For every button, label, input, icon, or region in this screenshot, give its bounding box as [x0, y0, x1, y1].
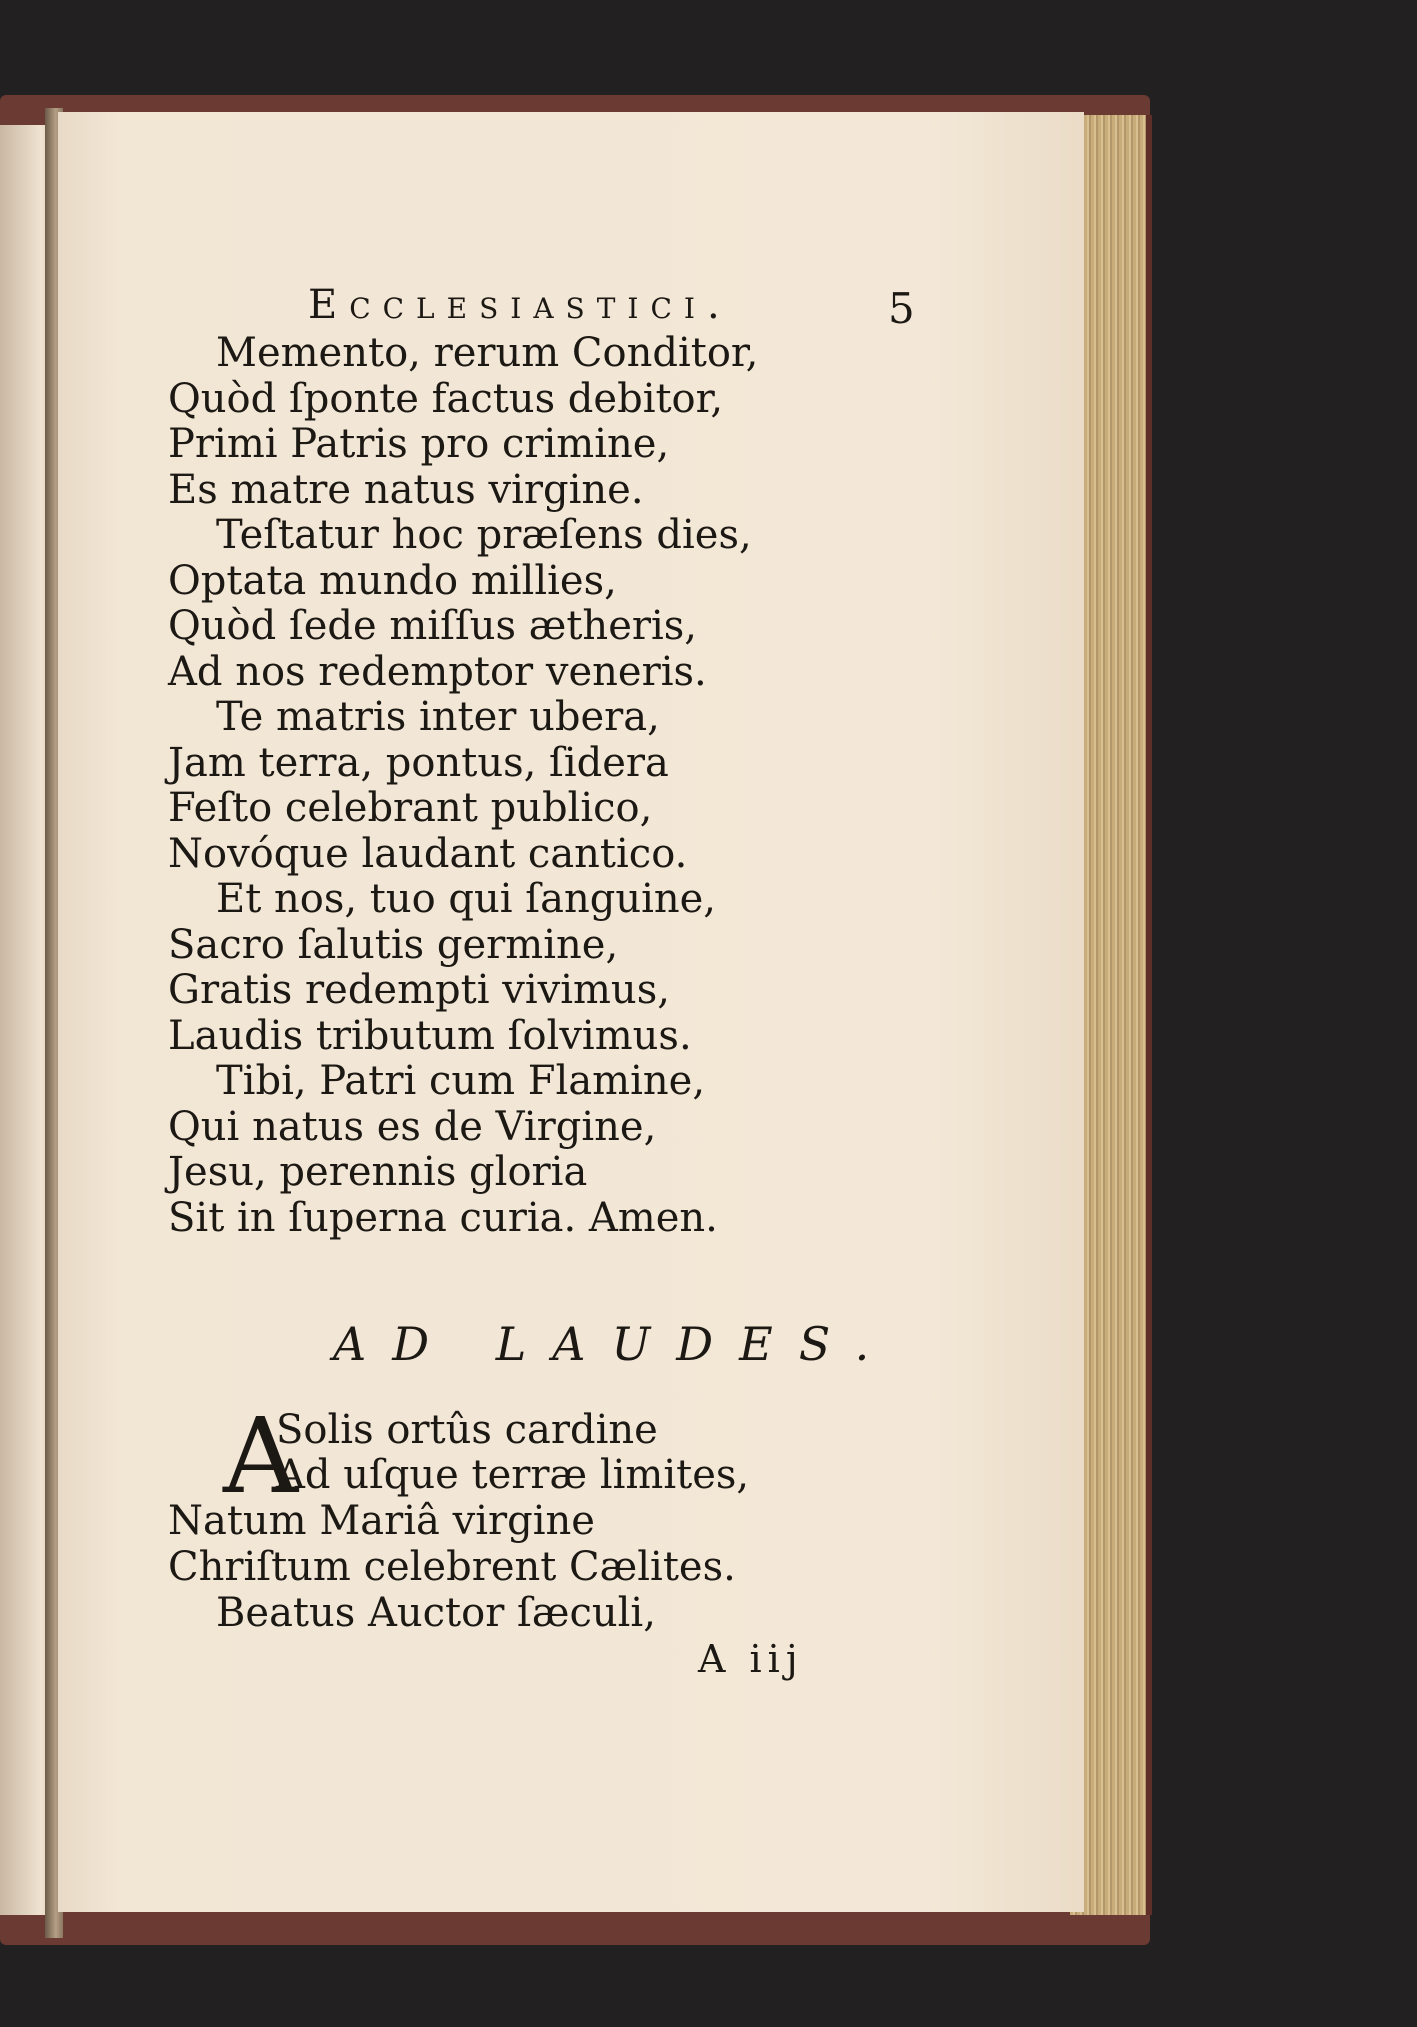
hymn-line: Memento, rerum Conditor,: [216, 330, 759, 376]
hymn-line: Optata mundo millies,: [168, 557, 617, 604]
page-number: 5: [888, 284, 915, 333]
lauds-line-5: Beatus Auctor ſæculi,: [216, 1590, 656, 1636]
hymn-line: Primi Patris pro crimine,: [168, 421, 670, 467]
lauds-line-1: Solis ortûs cardine: [276, 1407, 658, 1453]
section-title: AD LAUDES.: [333, 1317, 896, 1371]
hymn-line: Jam terra, pontus, ſidera: [168, 739, 669, 786]
hymn-line: Te matris inter ubera,: [216, 694, 660, 740]
hymn-line: Novóque laudant cantico.: [168, 830, 688, 877]
book-page: [58, 112, 1084, 1912]
hymn-line: Es matre natus virgine.: [168, 466, 644, 513]
signature-mark: A iij: [698, 1637, 804, 1681]
hymn-line: Sit in ſuperna curia. Amen.: [168, 1194, 718, 1241]
hymn-line: Quòd ſede miſſus ætheris,: [168, 603, 698, 649]
hymn-line: Tibi, Patri cum Flamine,: [216, 1058, 706, 1104]
drop-capital: A: [223, 1395, 299, 1517]
hymn-line: Sacro ſalutis germine,: [168, 921, 619, 968]
hymn-line: Qui natus es de Virgine,: [168, 1103, 657, 1150]
lauds-line-2: Ad uſque terræ limites,: [276, 1452, 750, 1498]
hymn-line: Jesu, perennis gloria: [168, 1149, 588, 1195]
hymn-line: Ad nos redemptor veneris.: [168, 648, 707, 695]
hymn-line: Gratis redempti vivimus,: [168, 967, 670, 1013]
lauds-line-3: Natum Mariâ virgine: [168, 1498, 595, 1544]
hymn-line: Et nos, tuo qui ſanguine,: [216, 876, 717, 922]
hymn-line: Teſtatur hoc præſens dies,: [216, 512, 752, 558]
hymn-line: Feſto celebrant publico,: [168, 785, 653, 831]
lauds-line-4: Chriſtum celebrent Cælites.: [168, 1544, 736, 1590]
hymn-line: Quòd ſponte factus debitor,: [168, 375, 724, 422]
running-head: Ecclesiastici.: [308, 282, 732, 328]
hymn-line: Laudis tributum ſolvimus.: [168, 1012, 692, 1059]
